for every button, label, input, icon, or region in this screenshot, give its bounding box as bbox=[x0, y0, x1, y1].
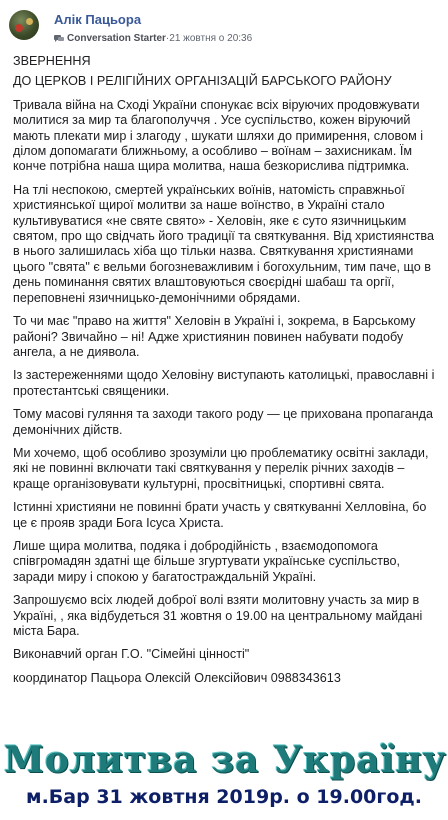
post-paragraph: То чи має "право на життя" Хеловін в Україні і, зокрема, в Барському районі? Звичайно – ні! Адже християнин повинен набувати подобу ангела, а не диявола. bbox=[13, 314, 416, 359]
avatar-detail bbox=[15, 24, 23, 32]
post-paragraph: Із застереженнями щодо Хеловіну виступають католицькі, православні і протестантські священики. bbox=[13, 368, 435, 398]
post-paragraph: Запрошуємо всіх людей доброї волі взяти молитовну участь за мир в Україні, , яка відбудеться 31 жовтня о 19.00 на центральному майдані міста Бара. bbox=[13, 593, 423, 638]
post-header bbox=[0, 0, 448, 50]
post-contact: координатор Пацьора Олексій Олексійович 0988343613 bbox=[13, 670, 341, 685]
banner-subtitle: м.Бар 31 жовтня 2019р. о 19.00год. bbox=[26, 786, 422, 808]
avatar-detail bbox=[26, 18, 33, 25]
event-banner-image[interactable] bbox=[4, 729, 447, 820]
post-paragraph: Лише щира молитва, подяка і добродійність , взаємодопомога співгромадян здатні ще більше згуртувати українське суспільство, заради миру і спокою у багатостраждальній Україні. bbox=[13, 538, 401, 584]
post-paragraph: Тривала війна на Сході України спонукає всіх віруючих продовжувати молитися за мир та благополуччя . Усе суспільство, кожен віруючий мають плекати мир і злагоду , шукати шляхи до примирення, словом і ділом допомагати ближньому, а особливо – воїнам – захисникам. Їм конче потрібна наша щира молитва, наша безкорислива підтримка. bbox=[13, 97, 424, 174]
banner-title: Молитва за Україну bbox=[4, 739, 447, 781]
post-body bbox=[13, 54, 439, 694]
post-signature: Виконавчий орган Г.О. "Сімейні цінності" bbox=[13, 647, 250, 662]
post-paragraph: На тлі неспокою, смертей українських воїнів, натомість справжньої християнської щирої молитви за наше воїнство, в Україні стало культивуватися «не святе свято» - Хеловін, яке є суто язичницьким святом, про що свідчать його традиції та святкування. Від християнства в нього залишилась хіба що тільки назва. Святкування християнами цього "свята" є вельми богозневажливим і богохульним, тим паче, що в день поминання святих влаштовуються своєрідні шабаш та оргії, переповнені язичницько-демонічними обрядами. bbox=[13, 182, 434, 305]
post-paragraph: Ми хочемо, щоб особливо зрозуміли цю проблематику освітні заклади, які не повинні включати такі святкування у перелік річних заходів – краще організовувати культурні, просвітницькі, спортивні свята. bbox=[13, 445, 429, 491]
member-badge[interactable]: Conversation Starter bbox=[67, 33, 166, 44]
author-name-link[interactable]: Алік Пацьора bbox=[54, 12, 142, 27]
post-paragraph: Тому масові гуляння та заходи такого роду — це прихована пропаганда демонічних дійств. bbox=[13, 407, 434, 437]
post-subheading: ДО ЦЕРКОВ І РЕЛІГІЙНИХ ОРГАНІЗАЦІЙ БАРСЬКОГО РАЙОНУ bbox=[13, 74, 392, 89]
post-meta bbox=[54, 33, 252, 44]
author-avatar[interactable] bbox=[9, 10, 39, 40]
post-heading: ЗВЕРНЕННЯ bbox=[13, 54, 91, 68]
post-timestamp[interactable]: 21 жовтня о 20:36 bbox=[169, 33, 253, 44]
meta-separator: · bbox=[165, 33, 170, 44]
conversation-starter-icon bbox=[54, 35, 64, 43]
post-paragraph: Істинні християни не повинні брати участь у святкуванні Хелловіна, бо це є прояв зради Бога Ісуса Христа. bbox=[13, 500, 427, 530]
